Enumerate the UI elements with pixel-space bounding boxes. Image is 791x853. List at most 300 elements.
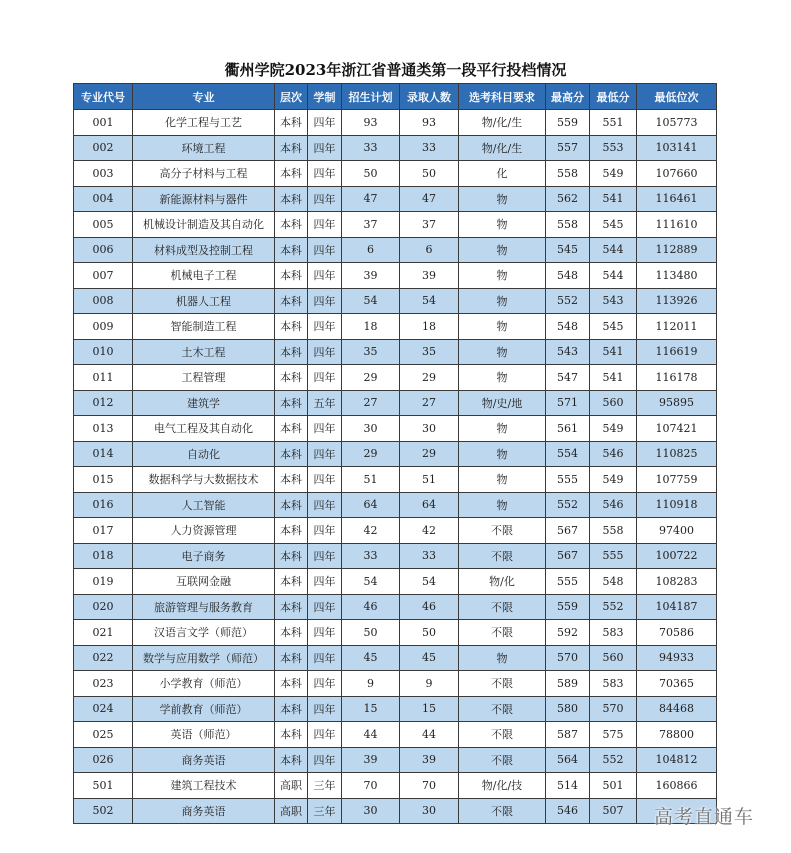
cell-plan: 37 (342, 212, 400, 238)
cell-admitted: 9 (400, 671, 459, 697)
cell-major: 智能制造工程 (133, 314, 275, 340)
cell-duration: 四年 (308, 110, 342, 136)
cell-subjects: 不限 (459, 518, 546, 544)
table-row (74, 314, 717, 340)
table-row (74, 492, 717, 518)
table-row (74, 645, 717, 671)
cell-level: 本科 (275, 135, 308, 161)
cell-admitted: 33 (400, 543, 459, 569)
cell-subjects: 物 (459, 416, 546, 442)
cell-level: 本科 (275, 543, 308, 569)
table-row (74, 594, 717, 620)
cell-max-score: 545 (546, 237, 590, 263)
cell-subjects: 不限 (459, 620, 546, 646)
header-min-rank: 最低位次 (637, 84, 717, 110)
table-row (74, 747, 717, 773)
cell-major: 人工智能 (133, 492, 275, 518)
cell-max-score: 558 (546, 212, 590, 238)
cell-admitted: 29 (400, 441, 459, 467)
cell-subjects: 物/化 (459, 569, 546, 595)
cell-min-score: 544 (590, 237, 637, 263)
cell-code: 011 (74, 365, 133, 391)
cell-admitted: 35 (400, 339, 459, 365)
cell-subjects: 不限 (459, 594, 546, 620)
cell-duration: 四年 (308, 212, 342, 238)
cell-duration: 四年 (308, 543, 342, 569)
cell-code: 002 (74, 135, 133, 161)
cell-duration: 四年 (308, 594, 342, 620)
cell-min-rank: 104812 (637, 747, 717, 773)
cell-major: 电子商务 (133, 543, 275, 569)
cell-min-score: 560 (590, 390, 637, 416)
cell-min-score: 545 (590, 314, 637, 340)
cell-min-score: 583 (590, 671, 637, 697)
cell-major: 人力资源管理 (133, 518, 275, 544)
cell-major: 英语（师范） (133, 722, 275, 748)
cell-plan: 35 (342, 339, 400, 365)
cell-min-rank: 78800 (637, 722, 717, 748)
cell-min-rank: 112011 (637, 314, 717, 340)
cell-min-rank: 112889 (637, 237, 717, 263)
cell-min-rank: 104187 (637, 594, 717, 620)
cell-level: 本科 (275, 620, 308, 646)
cell-admitted: 15 (400, 696, 459, 722)
table-row (74, 110, 717, 136)
cell-max-score: 543 (546, 339, 590, 365)
cell-code: 024 (74, 696, 133, 722)
cell-min-rank: 113480 (637, 263, 717, 289)
cell-duration: 四年 (308, 518, 342, 544)
cell-duration: 三年 (308, 798, 342, 824)
cell-min-rank: 107421 (637, 416, 717, 442)
cell-max-score: 570 (546, 645, 590, 671)
cell-plan: 64 (342, 492, 400, 518)
table-row (74, 441, 717, 467)
cell-subjects: 不限 (459, 722, 546, 748)
cell-duration: 四年 (308, 288, 342, 314)
cell-duration: 四年 (308, 620, 342, 646)
cell-major: 高分子材料与工程 (133, 161, 275, 187)
cell-max-score: 567 (546, 543, 590, 569)
cell-code: 019 (74, 569, 133, 595)
cell-level: 本科 (275, 569, 308, 595)
cell-min-score: 570 (590, 696, 637, 722)
cell-admitted: 33 (400, 135, 459, 161)
cell-subjects: 物 (459, 467, 546, 493)
header-duration: 学制 (308, 84, 342, 110)
cell-min-rank: 95895 (637, 390, 717, 416)
cell-min-score: 549 (590, 161, 637, 187)
cell-min-score: 552 (590, 594, 637, 620)
cell-subjects: 物 (459, 212, 546, 238)
cell-major: 旅游管理与服务教育 (133, 594, 275, 620)
cell-code: 016 (74, 492, 133, 518)
cell-level: 高职 (275, 798, 308, 824)
cell-subjects: 不限 (459, 543, 546, 569)
cell-min-score: 541 (590, 339, 637, 365)
cell-plan: 18 (342, 314, 400, 340)
cell-code: 014 (74, 441, 133, 467)
cell-code: 021 (74, 620, 133, 646)
cell-duration: 四年 (308, 314, 342, 340)
cell-max-score: 554 (546, 441, 590, 467)
cell-plan: 51 (342, 467, 400, 493)
cell-duration: 四年 (308, 671, 342, 697)
cell-admitted: 64 (400, 492, 459, 518)
table-body (74, 110, 717, 824)
cell-level: 高职 (275, 773, 308, 799)
cell-admitted: 50 (400, 161, 459, 187)
cell-major: 新能源材料与器件 (133, 186, 275, 212)
cell-max-score: 580 (546, 696, 590, 722)
cell-code: 501 (74, 773, 133, 799)
cell-major: 数据科学与大数据技术 (133, 467, 275, 493)
cell-duration: 四年 (308, 161, 342, 187)
cell-min-rank: 70586 (637, 620, 717, 646)
cell-major: 机械电子工程 (133, 263, 275, 289)
cell-duration: 四年 (308, 263, 342, 289)
cell-plan: 45 (342, 645, 400, 671)
cell-plan: 33 (342, 543, 400, 569)
cell-major: 化学工程与工艺 (133, 110, 275, 136)
cell-max-score: 587 (546, 722, 590, 748)
cell-admitted: 30 (400, 798, 459, 824)
cell-max-score: 567 (546, 518, 590, 544)
cell-subjects: 物/史/地 (459, 390, 546, 416)
cell-plan: 47 (342, 186, 400, 212)
table-row (74, 186, 717, 212)
cell-min-score: 552 (590, 747, 637, 773)
cell-major: 环境工程 (133, 135, 275, 161)
cell-code: 010 (74, 339, 133, 365)
cell-min-rank: 97400 (637, 518, 717, 544)
document-title: 衢州学院2023年浙江省普通类第一段平行投档情况 (224, 61, 567, 79)
cell-level: 本科 (275, 237, 308, 263)
cell-code: 026 (74, 747, 133, 773)
header-row (74, 84, 717, 110)
cell-min-score: 560 (590, 645, 637, 671)
cell-subjects: 物 (459, 237, 546, 263)
cell-plan: 54 (342, 288, 400, 314)
cell-level: 本科 (275, 263, 308, 289)
cell-plan: 30 (342, 416, 400, 442)
cell-subjects: 物/化/技 (459, 773, 546, 799)
cell-duration: 四年 (308, 747, 342, 773)
table-row (74, 773, 717, 799)
cell-subjects: 物 (459, 645, 546, 671)
cell-min-score: 546 (590, 492, 637, 518)
cell-admitted: 37 (400, 212, 459, 238)
cell-level: 本科 (275, 365, 308, 391)
cell-plan: 54 (342, 569, 400, 595)
cell-min-score: 546 (590, 441, 637, 467)
cell-min-rank: 116619 (637, 339, 717, 365)
cell-level: 本科 (275, 161, 308, 187)
table-row (74, 543, 717, 569)
cell-subjects: 物/化/生 (459, 135, 546, 161)
table-row (74, 339, 717, 365)
cell-admitted: 44 (400, 722, 459, 748)
cell-code: 004 (74, 186, 133, 212)
cell-duration: 四年 (308, 365, 342, 391)
watermark-text: 高考直通车 (654, 806, 755, 828)
cell-level: 本科 (275, 467, 308, 493)
cell-min-rank: 113926 (637, 288, 717, 314)
cell-plan: 50 (342, 161, 400, 187)
cell-admitted: 50 (400, 620, 459, 646)
cell-major: 汉语言文学（师范） (133, 620, 275, 646)
cell-duration: 四年 (308, 569, 342, 595)
cell-min-rank: 108283 (637, 569, 717, 595)
cell-min-rank: 105773 (637, 110, 717, 136)
cell-level: 本科 (275, 416, 308, 442)
cell-max-score: 548 (546, 314, 590, 340)
cell-duration: 四年 (308, 696, 342, 722)
cell-max-score: 557 (546, 135, 590, 161)
cell-code: 013 (74, 416, 133, 442)
cell-min-score: 549 (590, 416, 637, 442)
cell-plan: 39 (342, 747, 400, 773)
cell-max-score: 552 (546, 288, 590, 314)
table-row (74, 798, 717, 824)
cell-max-score: 558 (546, 161, 590, 187)
cell-subjects: 物 (459, 186, 546, 212)
cell-level: 本科 (275, 314, 308, 340)
cell-admitted: 18 (400, 314, 459, 340)
cell-level: 本科 (275, 492, 308, 518)
cell-min-score: 545 (590, 212, 637, 238)
cell-subjects: 不限 (459, 747, 546, 773)
cell-min-rank: 107759 (637, 467, 717, 493)
cell-plan: 93 (342, 110, 400, 136)
cell-code: 005 (74, 212, 133, 238)
cell-min-score: 507 (590, 798, 637, 824)
cell-plan: 33 (342, 135, 400, 161)
cell-admitted: 46 (400, 594, 459, 620)
cell-subjects: 不限 (459, 696, 546, 722)
header-plan: 招生计划 (342, 84, 400, 110)
cell-min-score: 544 (590, 263, 637, 289)
cell-admitted: 39 (400, 747, 459, 773)
cell-min-score: 583 (590, 620, 637, 646)
header-level: 层次 (275, 84, 308, 110)
cell-admitted: 27 (400, 390, 459, 416)
cell-major: 土木工程 (133, 339, 275, 365)
cell-min-score: 548 (590, 569, 637, 595)
cell-duration: 三年 (308, 773, 342, 799)
cell-code: 003 (74, 161, 133, 187)
table-row (74, 569, 717, 595)
cell-duration: 四年 (308, 467, 342, 493)
cell-min-rank: 84468 (637, 696, 717, 722)
cell-subjects: 物 (459, 288, 546, 314)
cell-duration: 五年 (308, 390, 342, 416)
cell-min-score: 575 (590, 722, 637, 748)
cell-min-score: 549 (590, 467, 637, 493)
cell-major: 小学教育（师范） (133, 671, 275, 697)
cell-level: 本科 (275, 722, 308, 748)
cell-duration: 四年 (308, 722, 342, 748)
cell-admitted: 47 (400, 186, 459, 212)
cell-major: 建筑工程技术 (133, 773, 275, 799)
cell-level: 本科 (275, 645, 308, 671)
cell-code: 009 (74, 314, 133, 340)
cell-plan: 50 (342, 620, 400, 646)
cell-subjects: 物 (459, 314, 546, 340)
table-row (74, 237, 717, 263)
cell-major: 机械设计制造及其自动化 (133, 212, 275, 238)
cell-max-score: 592 (546, 620, 590, 646)
cell-level: 本科 (275, 441, 308, 467)
cell-max-score: 514 (546, 773, 590, 799)
cell-min-rank: 70365 (637, 671, 717, 697)
cell-min-rank: 116461 (637, 186, 717, 212)
cell-min-rank: 103141 (637, 135, 717, 161)
cell-duration: 四年 (308, 186, 342, 212)
cell-max-score: 552 (546, 492, 590, 518)
cell-admitted: 70 (400, 773, 459, 799)
cell-subjects: 物 (459, 492, 546, 518)
header-code: 专业代号 (74, 84, 133, 110)
cell-admitted: 54 (400, 288, 459, 314)
cell-level: 本科 (275, 518, 308, 544)
table-row (74, 161, 717, 187)
cell-min-score: 558 (590, 518, 637, 544)
cell-min-score: 551 (590, 110, 637, 136)
cell-min-rank: 111610 (637, 212, 717, 238)
header-min-score: 最低分 (590, 84, 637, 110)
cell-level: 本科 (275, 594, 308, 620)
cell-min-score: 541 (590, 365, 637, 391)
cell-level: 本科 (275, 339, 308, 365)
cell-duration: 四年 (308, 339, 342, 365)
cell-plan: 29 (342, 365, 400, 391)
cell-plan: 15 (342, 696, 400, 722)
cell-code: 018 (74, 543, 133, 569)
cell-admitted: 29 (400, 365, 459, 391)
cell-min-score: 541 (590, 186, 637, 212)
cell-level: 本科 (275, 288, 308, 314)
cell-admitted: 30 (400, 416, 459, 442)
table-header (74, 84, 717, 110)
cell-subjects: 物 (459, 365, 546, 391)
cell-plan: 70 (342, 773, 400, 799)
cell-max-score: 548 (546, 263, 590, 289)
cell-min-rank: 116178 (637, 365, 717, 391)
cell-major: 电气工程及其自动化 (133, 416, 275, 442)
cell-max-score: 555 (546, 467, 590, 493)
cell-code: 012 (74, 390, 133, 416)
cell-max-score: 571 (546, 390, 590, 416)
cell-max-score: 562 (546, 186, 590, 212)
table-row (74, 696, 717, 722)
table-row (74, 722, 717, 748)
cell-duration: 四年 (308, 237, 342, 263)
table-row (74, 671, 717, 697)
cell-min-score: 543 (590, 288, 637, 314)
table-row (74, 212, 717, 238)
cell-subjects: 物 (459, 263, 546, 289)
cell-max-score: 555 (546, 569, 590, 595)
cell-level: 本科 (275, 671, 308, 697)
cell-min-rank: 110825 (637, 441, 717, 467)
cell-min-rank: 110918 (637, 492, 717, 518)
cell-min-rank: 107660 (637, 161, 717, 187)
header-max-score: 最高分 (546, 84, 590, 110)
cell-subjects: 物 (459, 441, 546, 467)
cell-admitted: 39 (400, 263, 459, 289)
table-row (74, 135, 717, 161)
cell-max-score: 559 (546, 594, 590, 620)
cell-min-rank: 100722 (637, 543, 717, 569)
cell-plan: 30 (342, 798, 400, 824)
cell-major: 建筑学 (133, 390, 275, 416)
cell-admitted: 51 (400, 467, 459, 493)
cell-plan: 42 (342, 518, 400, 544)
table-row (74, 416, 717, 442)
admission-table (73, 83, 717, 824)
cell-plan: 29 (342, 441, 400, 467)
table-row (74, 390, 717, 416)
cell-code: 025 (74, 722, 133, 748)
cell-max-score: 589 (546, 671, 590, 697)
cell-major: 商务英语 (133, 798, 275, 824)
header-subjects: 选考科目要求 (459, 84, 546, 110)
cell-major: 商务英语 (133, 747, 275, 773)
cell-code: 020 (74, 594, 133, 620)
cell-subjects: 不限 (459, 798, 546, 824)
cell-plan: 27 (342, 390, 400, 416)
cell-max-score: 546 (546, 798, 590, 824)
cell-level: 本科 (275, 390, 308, 416)
table-row (74, 365, 717, 391)
cell-major: 自动化 (133, 441, 275, 467)
table-row (74, 620, 717, 646)
cell-code: 017 (74, 518, 133, 544)
table-row (74, 467, 717, 493)
cell-duration: 四年 (308, 135, 342, 161)
table-row (74, 518, 717, 544)
cell-subjects: 物 (459, 339, 546, 365)
cell-min-score: 501 (590, 773, 637, 799)
cell-admitted: 42 (400, 518, 459, 544)
cell-plan: 46 (342, 594, 400, 620)
header-major: 专业 (133, 84, 275, 110)
cell-major: 学前教育（师范） (133, 696, 275, 722)
cell-major: 工程管理 (133, 365, 275, 391)
cell-plan: 6 (342, 237, 400, 263)
cell-subjects: 化 (459, 161, 546, 187)
cell-code: 022 (74, 645, 133, 671)
cell-plan: 9 (342, 671, 400, 697)
cell-admitted: 54 (400, 569, 459, 595)
cell-duration: 四年 (308, 441, 342, 467)
table-row (74, 288, 717, 314)
cell-level: 本科 (275, 696, 308, 722)
cell-duration: 四年 (308, 416, 342, 442)
cell-major: 数学与应用数学（师范） (133, 645, 275, 671)
cell-code: 007 (74, 263, 133, 289)
cell-min-score: 553 (590, 135, 637, 161)
cell-plan: 44 (342, 722, 400, 748)
cell-level: 本科 (275, 747, 308, 773)
cell-code: 015 (74, 467, 133, 493)
cell-max-score: 561 (546, 416, 590, 442)
cell-admitted: 6 (400, 237, 459, 263)
cell-duration: 四年 (308, 645, 342, 671)
header-admitted: 录取人数 (400, 84, 459, 110)
cell-min-score: 555 (590, 543, 637, 569)
